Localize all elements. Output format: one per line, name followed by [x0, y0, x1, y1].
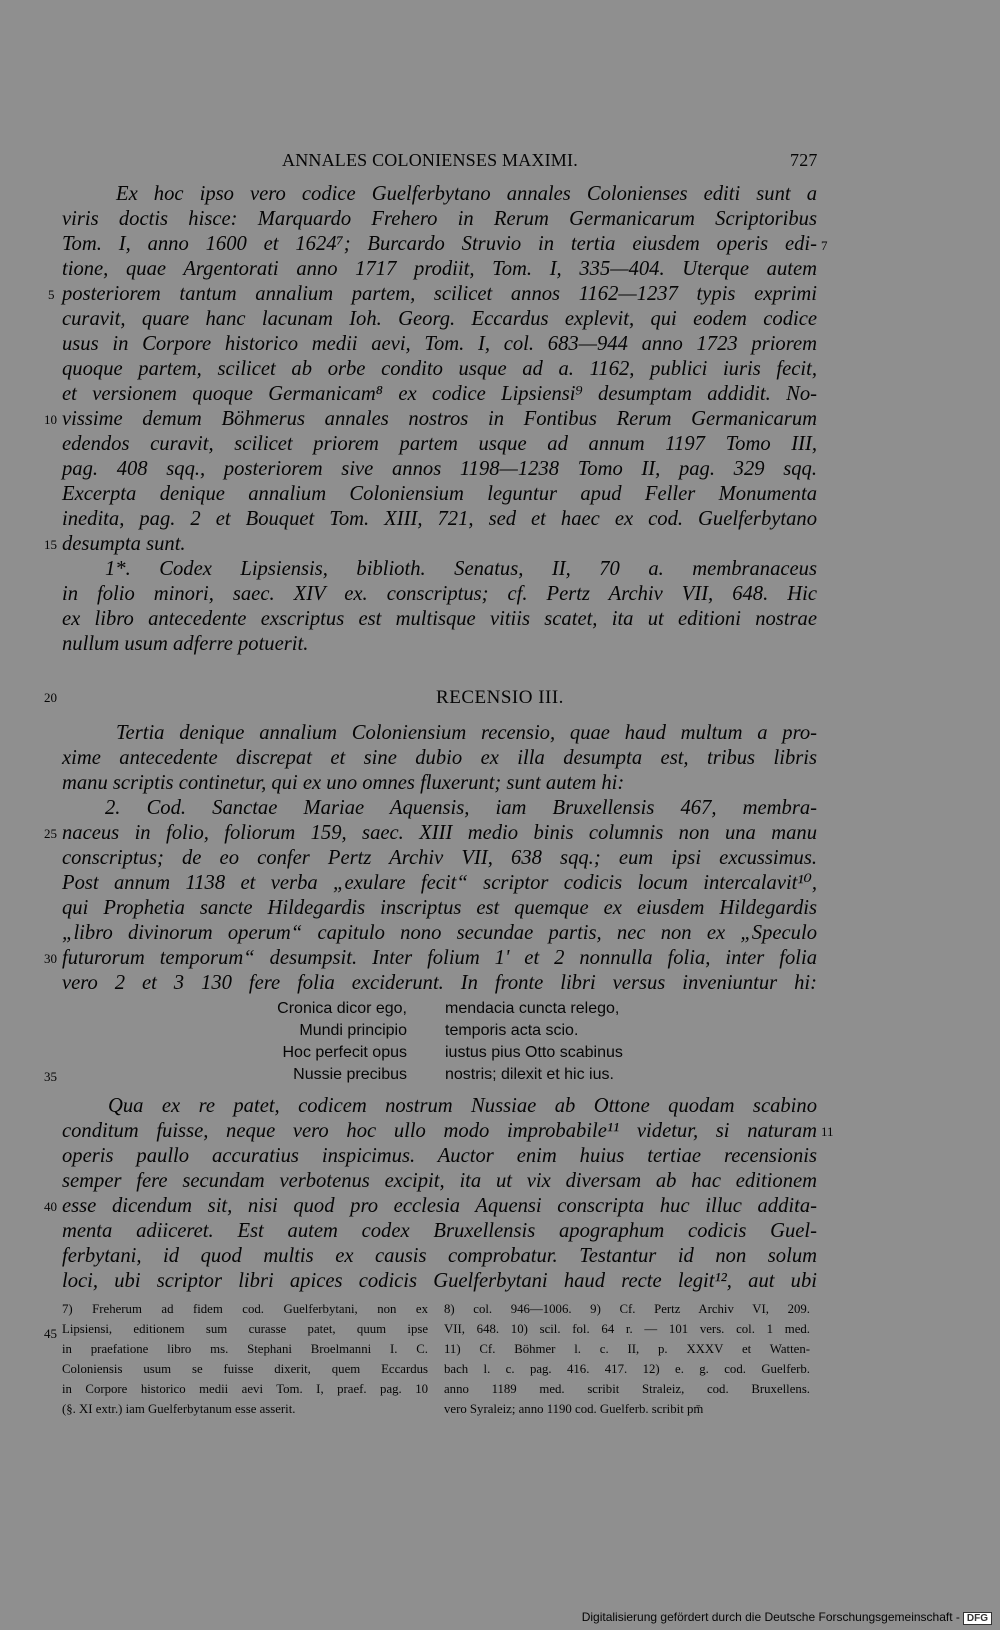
text-line: semper fere secundam verbotenus excipit, ita ut vix diversam ab hac editionem	[62, 1170, 817, 1192]
footnote-line: 8) col. 946—1006. 9) Cf. Pertz Archiv VI, 209.	[444, 1302, 810, 1316]
text-line: pag. 408 sqq., posteriorem sive annos 1198—1238 Tomo II, pag. 329 sqq.	[62, 458, 817, 480]
text-line: Tertia denique annalium Coloniensium recensio, quae haud multum a pro-	[116, 722, 817, 744]
section-heading: RECENSIO III.	[436, 687, 564, 708]
text-line: edendos curavit, scilicet priorem partem usque ad annum 1197 Tomo III,	[62, 433, 817, 455]
text-line: manu scriptis continetur, qui ex uno omnes fluxerunt; sunt autem hi:	[62, 772, 625, 794]
text-line: Excerpta denique annalium Coloniensium leguntur apud Feller Monumenta	[62, 483, 817, 505]
verse-line-right: iustus pius Otto scabinus	[445, 1044, 623, 1061]
line-number: 35	[44, 1069, 57, 1084]
text-line: conscriptus; de eo confer Pertz Archiv VII, 638 sqq.; eum ipsi excussimus.	[62, 847, 817, 869]
footer-text: Digitalisierung gefördert durch die Deutsche Forschungsgemeinschaft -	[581, 1610, 960, 1624]
text-line: loci, ubi scriptor libri apices codicis Guelferbytani haud recte legit¹², aut ubi	[62, 1270, 817, 1292]
text-line: xime antecedente discrepat et sine dubio ex illa desumpta est, tribus libris	[62, 747, 817, 769]
footnote-line: Coloniensis usum se fuisse dixerit, quem Eccardus	[62, 1362, 428, 1376]
text-line: menta adiiceret. Est autem codex Bruxellensis apographum codicis Guel-	[62, 1220, 817, 1242]
line-number: 5	[48, 287, 55, 302]
text-line: ferbytani, id quod multis ex causis comprobatur. Testantur id non solum	[62, 1245, 817, 1267]
line-number: 30	[44, 951, 57, 966]
text-line: et versionem quoque Germanicam⁸ ex codice Lipsiensi⁹ desumptam addidit. No-	[62, 383, 817, 405]
running-header-title: ANNALES COLONIENSES MAXIMI.	[282, 150, 578, 170]
text-line: inedita, pag. 2 et Bouquet Tom. XIII, 721, sed et haec ex cod. Guelferbytano	[62, 508, 817, 530]
text-line: ex libro antecedente exscriptus est multisque vitiis scatet, ita ut editioni nostrae	[62, 608, 817, 630]
line-number: 15	[44, 537, 57, 552]
text-line: futurorum temporum“ desumpsit. Inter folium 1' et 2 nonnulla folia, inter folia	[62, 947, 817, 969]
text-line: conditum fuisse, neque vero hoc ullo modo improbabile¹¹ videtur, si naturam	[62, 1120, 817, 1142]
text-line: vero 2 et 3 130 fere folia exciderunt. In fronte libri versus inveniuntur hi:	[62, 972, 817, 994]
text-line: 2. Cod. Sanctae Mariae Aquensis, iam Bruxellensis 467, membra-	[105, 797, 817, 819]
text-line: tione, quae Argentorati anno 1717 prodiit, Tom. I, 335—404. Uterque autem	[62, 258, 817, 280]
text-line: quoque partem, scilicet ab orbe condito usque ad a. 1162, publici iuris fecit,	[62, 358, 817, 380]
footnote-line: VII, 648. 10) scil. fol. 64 r. — 101 vers. col. 1 med.	[444, 1322, 810, 1336]
line-number: 20	[44, 690, 57, 705]
text-line: naceus in folio, foliorum 159, saec. XIII medio binis columnis non una manu	[62, 822, 817, 844]
page-number: 727	[790, 150, 818, 170]
footnote-line: in Corpore historico medii aevi Tom. I, praef. pag. 10	[62, 1382, 428, 1396]
text-line: curavit, quare hanc lacunam Ioh. Georg. Eccardus explevit, qui eodem codice	[62, 308, 817, 330]
line-number: 40	[44, 1199, 57, 1214]
footnote-line: Lipsiensi, editionem sum curasse patet, quum ipse	[62, 1322, 428, 1336]
text-line: vissime demum Böhmerus annales nostros in Fontibus Rerum Germanicarum	[62, 408, 817, 430]
text-line: in folio minori, saec. XIV ex. conscriptus; cf. Pertz Archiv VII, 648. Hic	[62, 583, 817, 605]
verse-line-left: Nussie precibus	[293, 1066, 407, 1083]
verse-line-right: mendacia cuncta relego,	[445, 1000, 620, 1017]
text-line: desumpta sunt.	[62, 533, 186, 555]
text-line: Qua ex re patet, codicem nostrum Nussiae ab Ottone quodam scabino	[108, 1095, 817, 1117]
line-number: 25	[44, 826, 57, 841]
verse-line-left: Hoc perfecit opus	[282, 1044, 407, 1061]
text-line: operis paullo accuratius inspicimus. Auctor enim huius tertiae recensionis	[62, 1145, 817, 1167]
margin-note-number: 11	[821, 1124, 834, 1139]
text-line: Tom. I, anno 1600 et 1624⁷; Burcardo Struvio in tertia eiusdem operis edi-	[62, 233, 817, 255]
footnote-line: vero Syraleiz; anno 1190 cod. Guelferb. scribit pm̄	[444, 1402, 704, 1416]
line-number: 45	[44, 1326, 57, 1341]
text-line: posteriorem tantum annalium partem, scilicet annos 1162—1237 typis exprimi	[62, 283, 817, 305]
text-line: usus in Corpore historico medii aevi, Tom. I, col. 683—944 anno 1723 priorem	[62, 333, 817, 355]
line-number: 10	[44, 412, 57, 427]
footnote-line: bach l. c. pag. 416. 417. 12) e. g. cod. Guelferb.	[444, 1362, 810, 1376]
footnote-line: 7) Freherum ad fidem cod. Guelferbytani, non ex	[62, 1302, 428, 1316]
footer-credit	[582, 1610, 992, 1625]
verse-line-right: nostris; dilexit et hic ius.	[445, 1066, 614, 1083]
verse-line-right: temporis acta scio.	[445, 1022, 579, 1039]
text-line: Post annum 1138 et verba „exulare fecit“ scriptor codicis locum intercalavit¹⁰,	[62, 872, 817, 894]
text-line: qui Prophetia sancte Hildegardis inscriptus est quemque ex eiusdem Hildegardis	[62, 897, 817, 919]
footnote-line: 11) Cf. Böhmer l. c. II, p. XXXV et Watten-	[444, 1342, 810, 1356]
text-line: nullum usum adferre potuerit.	[62, 633, 309, 655]
footnote-line: in praefatione libro ms. Stephani Broelmanni I. C.	[62, 1342, 428, 1356]
text-line: „libro divinorum operum“ capitulo nono secundae partis, nec non ex „Speculo	[62, 922, 817, 944]
margin-note-number: 7	[821, 238, 828, 253]
text-line: 1*. Codex Lipsiensis, biblioth. Senatus, II, 70 a. membranaceus	[105, 558, 817, 580]
footnote-line: (§. XI extr.) iam Guelferbytanum esse asserit.	[62, 1402, 296, 1416]
verse-line-left: Mundi principio	[299, 1022, 407, 1039]
footnote-line: anno 1189 med. scribit Straleiz, cod. Bruxellens.	[444, 1382, 810, 1396]
verse-line-left: Cronica dicor ego,	[277, 1000, 407, 1017]
text-line: esse dicendum sit, nisi quod pro ecclesia Aquensi conscripta huc illuc addita-	[62, 1195, 817, 1217]
text-line: viris doctis hisce: Marquardo Frehero in Rerum Germanicarum Scriptoribus	[62, 208, 817, 230]
text-line: Ex hoc ipso vero codice Guelferbytano annales Colonienses editi sunt a	[116, 183, 817, 205]
dfg-logo: DFG	[963, 1612, 992, 1625]
